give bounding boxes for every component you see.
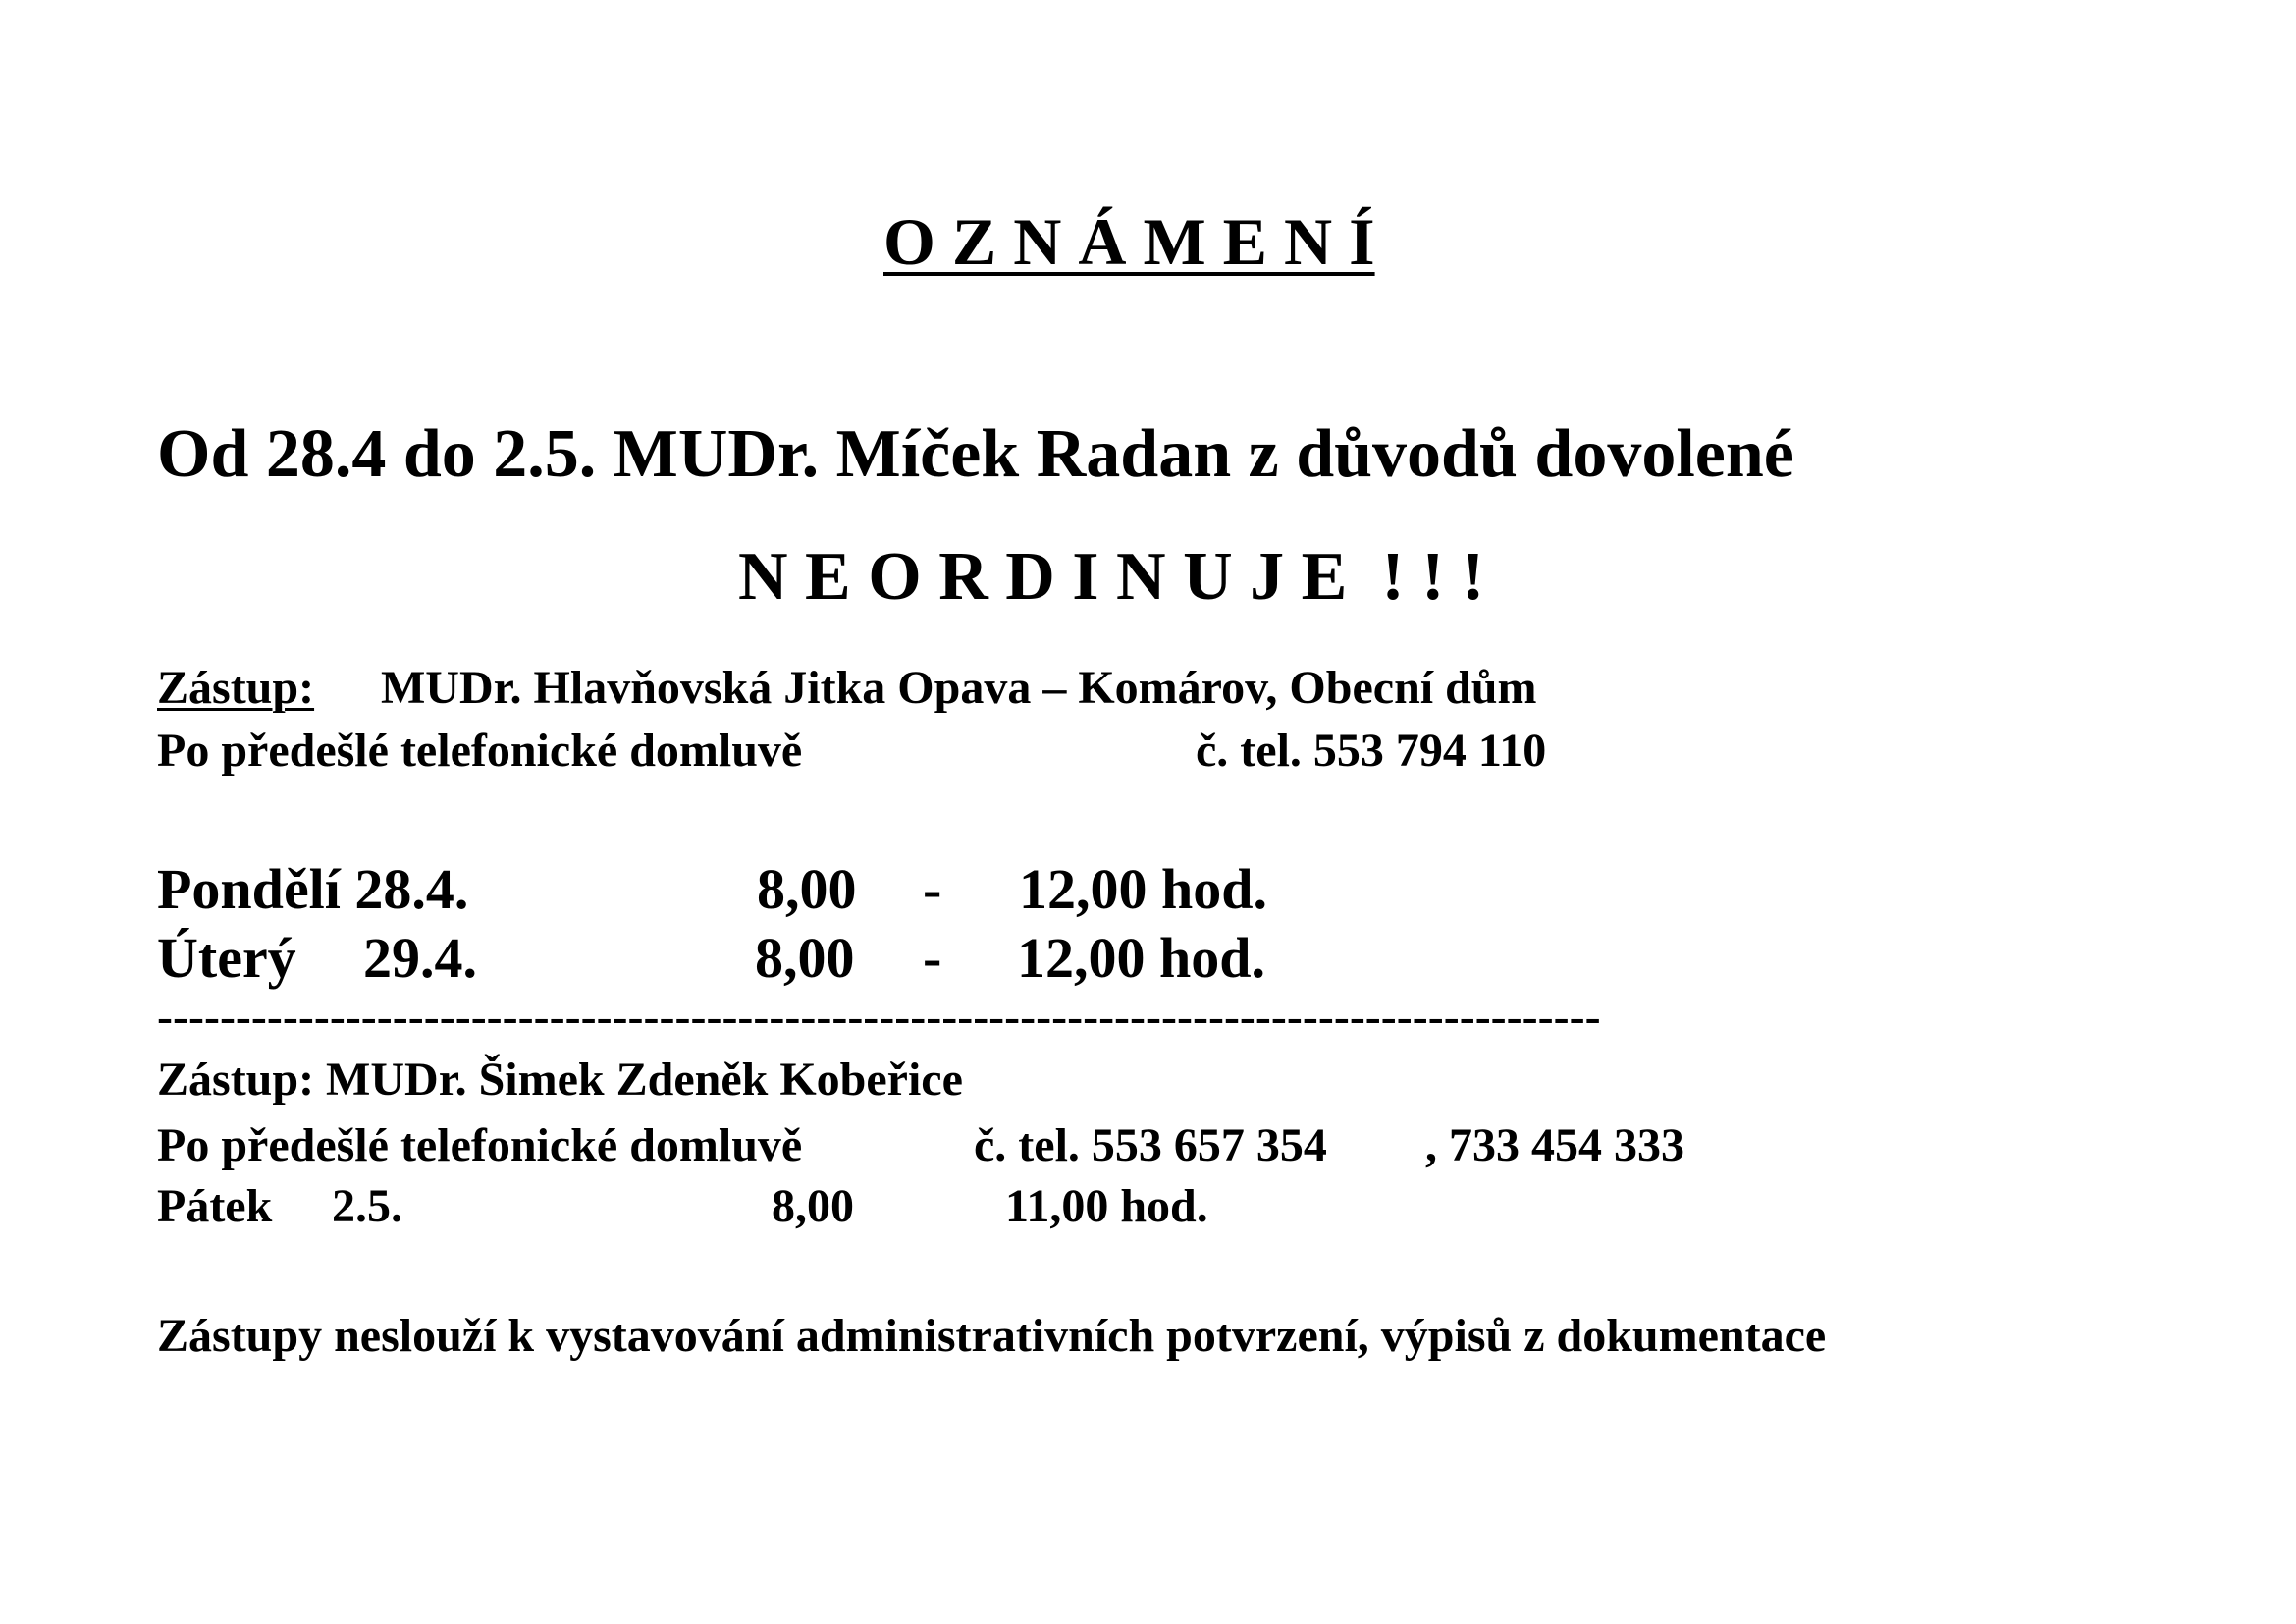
schedule-date: 2.5. (332, 1180, 402, 1232)
phone-arrangement-note-1: Po předešlé telefonické domluvě (157, 725, 803, 777)
substitute-doctor-2: Zástup: MUDr. Šimek Zdeněk Kobeřice (157, 1054, 963, 1106)
schedule-day: Pondělí 28.4. (157, 857, 469, 921)
schedule-to: 12,00 hod. (1019, 857, 1268, 921)
not-practicing-notice: N E O R D I N U J E ! ! ! (738, 539, 1485, 615)
schedule-from: 8,00 (757, 857, 857, 921)
schedule-day: Pátek (157, 1180, 273, 1232)
schedule-day: Úterý (157, 926, 296, 990)
schedule-from: 8,00 (772, 1180, 854, 1232)
divider-line: -------------------------------------------------------------------------------------------- (157, 991, 1601, 1043)
phone-number-1: č. tel. 553 794 110 (1196, 725, 1547, 777)
phone-number-3: , 733 454 333 (1425, 1119, 1684, 1171)
phone-arrangement-note-2: Po předešlé telefonické domluvě (157, 1119, 803, 1171)
footer-note: Zástupy neslouží k vystavování administrativních potvrzení, výpisů z dokumentace (157, 1310, 1827, 1362)
schedule-to: 11,00 hod. (1005, 1180, 1208, 1232)
phone-number-2: č. tel. 553 657 354 (974, 1119, 1327, 1171)
schedule-to: 12,00 hod. (1017, 926, 1266, 990)
schedule-separator: - (923, 857, 942, 921)
schedule-from: 8,00 (755, 926, 855, 990)
schedule-separator: - (923, 926, 942, 990)
vacation-announcement: Od 28.4 do 2.5. MUDr. Míček Radan z důvodů dovolené (157, 416, 1794, 492)
substitute-doctor-1: MUDr. Hlavňovská Jitka Opava – Komárov, Obecní dům (381, 662, 1537, 714)
substitute-label: Zástup: (157, 662, 315, 714)
page-title: O Z N Á M E N Í (883, 204, 1375, 279)
schedule-date: 29.4. (363, 926, 477, 990)
